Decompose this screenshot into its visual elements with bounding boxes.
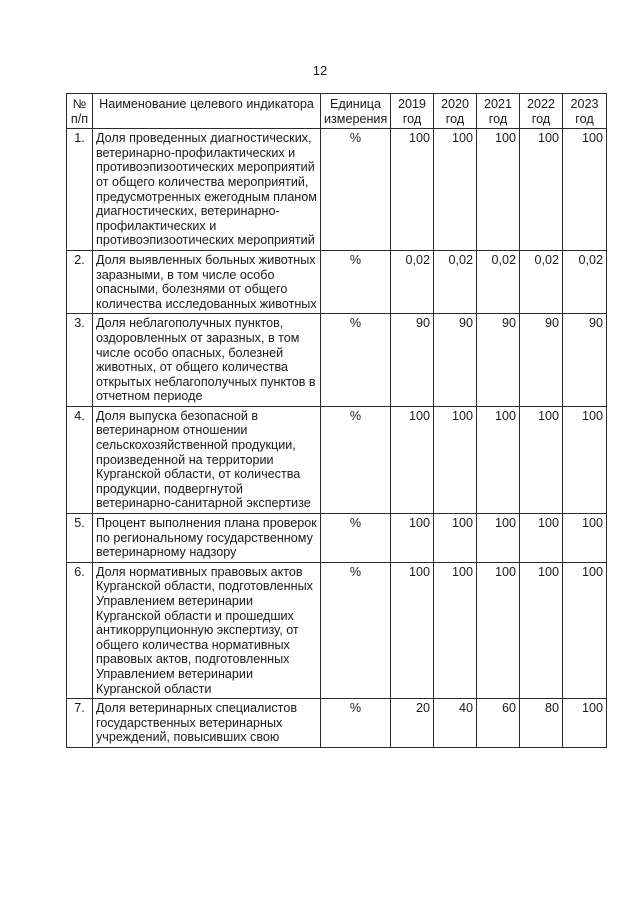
header-2022: 2022 год <box>520 94 563 129</box>
value-2020: 100 <box>434 514 477 563</box>
header-2021: 2021 год <box>477 94 520 129</box>
value-2019: 100 <box>391 514 434 563</box>
indicator-unit: % <box>321 562 391 698</box>
table-row <box>67 514 607 563</box>
table-row <box>67 562 607 698</box>
value-2022: 90 <box>520 314 563 407</box>
value-2023: 100 <box>563 562 607 698</box>
row-number: 3. <box>67 314 93 407</box>
value-2019: 100 <box>391 129 434 251</box>
value-2020: 100 <box>434 406 477 513</box>
indicator-name: Доля выпуска безопасной в ветеринарном отношении сельскохозяйственной продукции, произведенной на территории Курганской области, от количества продукции, подвергнутой ветеринарно-санитарной экспертизе <box>93 406 321 513</box>
page-number: 12 <box>312 63 328 78</box>
value-2019: 100 <box>391 406 434 513</box>
indicator-name: Доля ветеринарных специалистов государственных ветеринарных учреждений, повысивших свою <box>93 699 321 748</box>
table-row <box>67 314 607 407</box>
row-number: 1. <box>67 129 93 251</box>
indicator-unit: % <box>321 406 391 513</box>
value-2020: 100 <box>434 562 477 698</box>
value-2020: 90 <box>434 314 477 407</box>
indicator-name: Доля выявленных больных животных заразными, в том числе особо опасными, болезнями от общего количества исследованных животных <box>93 250 321 313</box>
value-2021: 100 <box>477 129 520 251</box>
value-2023: 90 <box>563 314 607 407</box>
row-number: 5. <box>67 514 93 563</box>
table-row <box>67 250 607 313</box>
value-2023: 0,02 <box>563 250 607 313</box>
value-2021: 60 <box>477 699 520 748</box>
value-2020: 100 <box>434 129 477 251</box>
row-number: 7. <box>67 699 93 748</box>
header-num: № п/п <box>67 94 93 129</box>
header-name: Наименование целевого индикатора <box>93 94 321 129</box>
indicator-name: Доля неблагополучных пунктов, оздоровленных от заразных, в том числе особо опасных, болезней животных, от общего количества открытых неблагополучных пунктов в отчетном периоде <box>93 314 321 407</box>
value-2022: 0,02 <box>520 250 563 313</box>
table-row <box>67 129 607 251</box>
header-2020: 2020 год <box>434 94 477 129</box>
value-2022: 80 <box>520 699 563 748</box>
value-2020: 0,02 <box>434 250 477 313</box>
header-unit: Единица измерения <box>321 94 391 129</box>
value-2019: 20 <box>391 699 434 748</box>
indicators-table <box>66 93 607 748</box>
table-row <box>67 699 607 748</box>
value-2019: 0,02 <box>391 250 434 313</box>
indicator-unit: % <box>321 699 391 748</box>
row-number: 4. <box>67 406 93 513</box>
indicator-unit: % <box>321 250 391 313</box>
value-2022: 100 <box>520 129 563 251</box>
value-2019: 90 <box>391 314 434 407</box>
indicator-name: Доля проведенных диагностических, ветеринарно-профилактических и противоэпизоотических мероприятий от общего количества мероприятий, предусмотренных ежегодным планом диагностических, ветеринарно-профилактических и противоэпизоотических мероприятий <box>93 129 321 251</box>
value-2021: 100 <box>477 562 520 698</box>
table-row <box>67 406 607 513</box>
value-2023: 100 <box>563 514 607 563</box>
header-2019: 2019 год <box>391 94 434 129</box>
indicator-unit: % <box>321 129 391 251</box>
value-2023: 100 <box>563 406 607 513</box>
indicator-name: Доля нормативных правовых актов Курганской области, подготовленных Управлением ветеринарии Курганской области и прошедших антикоррупционную экспертизу, от общего количества нормативных правовых актов, подготовленных Управлением ветеринарии Курганской области <box>93 562 321 698</box>
row-number: 6. <box>67 562 93 698</box>
value-2020: 40 <box>434 699 477 748</box>
header-2023: 2023 год <box>563 94 607 129</box>
indicator-unit: % <box>321 314 391 407</box>
indicator-name: Процент выполнения плана проверок по региональному государственному ветеринарному надзору <box>93 514 321 563</box>
indicator-unit: % <box>321 514 391 563</box>
value-2019: 100 <box>391 562 434 698</box>
value-2022: 100 <box>520 562 563 698</box>
value-2022: 100 <box>520 406 563 513</box>
value-2021: 0,02 <box>477 250 520 313</box>
value-2021: 100 <box>477 406 520 513</box>
value-2023: 100 <box>563 129 607 251</box>
value-2021: 90 <box>477 314 520 407</box>
value-2022: 100 <box>520 514 563 563</box>
row-number: 2. <box>67 250 93 313</box>
value-2021: 100 <box>477 514 520 563</box>
header-row <box>67 94 607 129</box>
value-2023: 100 <box>563 699 607 748</box>
